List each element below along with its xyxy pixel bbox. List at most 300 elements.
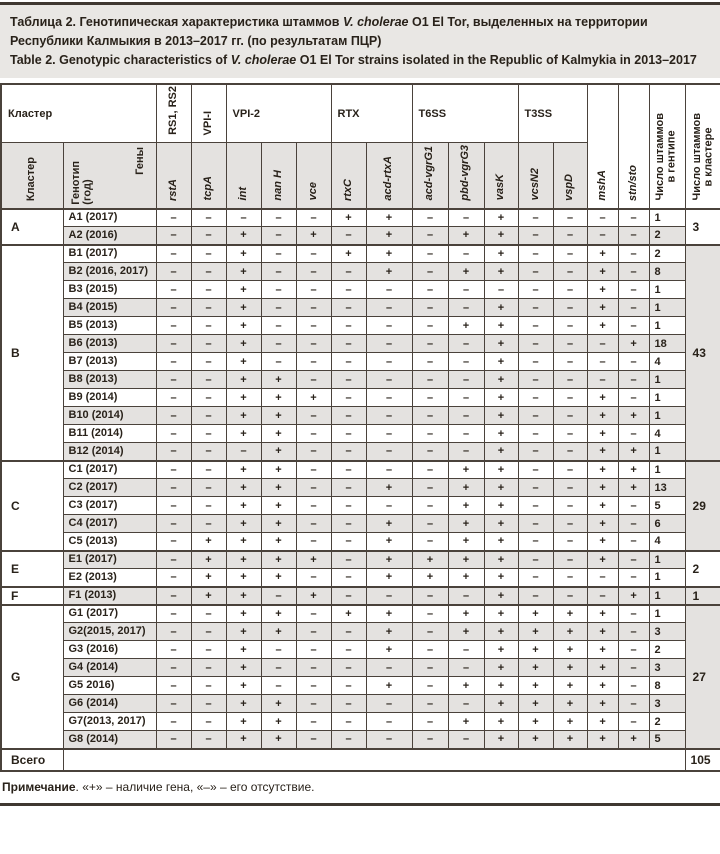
gene-presence-cell: – xyxy=(553,497,587,515)
gene-presence-cell: – xyxy=(366,731,412,749)
genotype-strain-count: 3 xyxy=(649,623,685,641)
header-cluster-rotated: Кластер xyxy=(1,143,63,209)
gene-presence-cell: + xyxy=(587,299,618,317)
genotype-strain-count: 8 xyxy=(649,263,685,281)
gene-presence-cell: – xyxy=(366,407,412,425)
gene-presence-cell: – xyxy=(261,317,296,335)
gene-presence-cell: + xyxy=(618,731,649,749)
table-row xyxy=(1,695,720,713)
header-gene-vce: vce xyxy=(296,143,331,209)
gene-presence-cell: + xyxy=(587,245,618,263)
gene-presence-cell: + xyxy=(553,713,587,731)
gene-presence-cell: + xyxy=(226,461,261,479)
gene-presence-cell: + xyxy=(226,569,261,587)
gene-presence-cell: + xyxy=(484,497,518,515)
gene-presence-cell: – xyxy=(412,353,448,371)
gene-presence-cell: + xyxy=(261,497,296,515)
gene-presence-cell: + xyxy=(226,659,261,677)
gene-presence-cell: – xyxy=(618,659,649,677)
cluster-strain-total: 27 xyxy=(685,605,720,749)
gene-presence-cell: + xyxy=(226,551,261,569)
gene-presence-cell: – xyxy=(296,497,331,515)
gene-presence-cell: – xyxy=(156,227,191,245)
gene-presence-cell: – xyxy=(366,335,412,353)
gene-presence-cell: – xyxy=(448,389,484,407)
gene-presence-cell: + xyxy=(553,731,587,749)
table-row xyxy=(1,659,720,677)
gene-presence-cell: – xyxy=(366,353,412,371)
gene-presence-cell: – xyxy=(331,533,366,551)
gene-presence-cell: – xyxy=(412,731,448,749)
gene-presence-cell: + xyxy=(226,515,261,533)
gene-presence-cell: – xyxy=(412,389,448,407)
gene-presence-cell: – xyxy=(261,641,296,659)
gene-presence-cell: + xyxy=(518,677,553,695)
gene-presence-cell: – xyxy=(296,209,331,227)
gene-presence-cell: – xyxy=(296,515,331,533)
gene-presence-cell: – xyxy=(156,587,191,605)
header-gene-mshA: mshA xyxy=(587,84,618,208)
gene-presence-cell: – xyxy=(156,263,191,281)
gene-presence-cell: + xyxy=(618,335,649,353)
genotype-label: C3 (2017) xyxy=(63,497,156,515)
gene-presence-cell: – xyxy=(412,605,448,623)
gene-presence-cell: + xyxy=(226,389,261,407)
header-gene-stn-sto: stn/sto xyxy=(618,84,649,208)
gene-presence-cell: – xyxy=(366,695,412,713)
table-row xyxy=(1,389,720,407)
gene-presence-cell: + xyxy=(618,587,649,605)
gene-presence-cell: – xyxy=(412,299,448,317)
header-count-cluster: Число штаммов в кластере xyxy=(685,84,720,208)
gene-presence-cell: + xyxy=(484,353,518,371)
header-gene-vcsN2: vcsN2 xyxy=(518,143,553,209)
genotype-label: G2(2015, 2017) xyxy=(63,623,156,641)
gene-presence-cell: – xyxy=(618,605,649,623)
gene-presence-cell: + xyxy=(484,533,518,551)
cluster-strain-total: 3 xyxy=(685,209,720,245)
genotype-label: F1 (2013) xyxy=(63,587,156,605)
gene-presence-cell: – xyxy=(366,371,412,389)
gene-presence-cell: – xyxy=(156,407,191,425)
gene-presence-cell: – xyxy=(366,587,412,605)
cluster-strain-total: 1 xyxy=(685,587,720,605)
gene-presence-cell: – xyxy=(366,713,412,731)
gene-presence-cell: + xyxy=(226,731,261,749)
gene-presence-cell: + xyxy=(261,533,296,551)
table-row xyxy=(1,407,720,425)
gene-presence-cell: – xyxy=(191,425,226,443)
gene-presence-cell: – xyxy=(448,281,484,299)
gene-presence-cell: + xyxy=(226,371,261,389)
gene-presence-cell: – xyxy=(191,623,226,641)
gene-presence-cell: – xyxy=(156,695,191,713)
gene-presence-cell: – xyxy=(331,371,366,389)
gene-presence-cell: – xyxy=(553,227,587,245)
gene-presence-cell: + xyxy=(518,623,553,641)
gene-presence-cell: – xyxy=(553,425,587,443)
gene-presence-cell: – xyxy=(518,497,553,515)
gene-presence-cell: – xyxy=(448,443,484,461)
gene-presence-cell: + xyxy=(226,497,261,515)
gene-presence-cell: – xyxy=(156,569,191,587)
genotype-strain-count: 1 xyxy=(649,551,685,569)
gene-presence-cell: + xyxy=(412,551,448,569)
gene-presence-cell: – xyxy=(331,479,366,497)
table-row xyxy=(1,731,720,749)
header-gene-nanH: nan H xyxy=(261,143,296,209)
gene-presence-cell: – xyxy=(412,533,448,551)
gene-presence-cell: – xyxy=(296,713,331,731)
genotype-strain-count: 5 xyxy=(649,731,685,749)
gene-presence-cell: + xyxy=(587,461,618,479)
gene-presence-cell: – xyxy=(331,695,366,713)
gene-presence-cell: + xyxy=(618,443,649,461)
gene-presence-cell: – xyxy=(518,515,553,533)
gene-presence-cell: + xyxy=(226,227,261,245)
gene-presence-cell: – xyxy=(553,245,587,263)
gene-presence-cell: + xyxy=(366,209,412,227)
table-row xyxy=(1,605,720,623)
gene-presence-cell: + xyxy=(484,263,518,281)
gene-presence-cell: + xyxy=(587,641,618,659)
gene-presence-cell: – xyxy=(618,713,649,731)
genotype-label: E2 (2013) xyxy=(63,569,156,587)
genotype-table xyxy=(0,83,720,771)
gene-presence-cell: – xyxy=(618,353,649,371)
total-empty-cell xyxy=(63,749,685,771)
gene-presence-cell: – xyxy=(618,641,649,659)
gene-presence-cell: + xyxy=(261,515,296,533)
gene-presence-cell: – xyxy=(191,335,226,353)
gene-presence-cell: – xyxy=(261,299,296,317)
genotype-label: G5 2016) xyxy=(63,677,156,695)
genotype-strain-count: 1 xyxy=(649,299,685,317)
gene-presence-cell: – xyxy=(618,623,649,641)
gene-presence-cell: + xyxy=(518,641,553,659)
table-row xyxy=(1,353,720,371)
gene-presence-cell: – xyxy=(331,551,366,569)
table-row xyxy=(1,245,720,263)
gene-presence-cell: – xyxy=(618,425,649,443)
genotype-strain-count: 1 xyxy=(649,587,685,605)
gene-presence-cell: – xyxy=(412,407,448,425)
gene-presence-cell: – xyxy=(553,389,587,407)
gene-presence-cell: – xyxy=(518,533,553,551)
genotype-strain-count: 1 xyxy=(649,461,685,479)
gene-presence-cell: – xyxy=(518,317,553,335)
gene-presence-cell: – xyxy=(156,533,191,551)
gene-presence-cell: – xyxy=(261,353,296,371)
gene-presence-cell: + xyxy=(226,641,261,659)
gene-presence-cell: + xyxy=(366,569,412,587)
gene-presence-cell: + xyxy=(484,209,518,227)
gene-presence-cell: + xyxy=(587,263,618,281)
gene-presence-cell: – xyxy=(553,443,587,461)
gene-presence-cell: – xyxy=(296,569,331,587)
header-count-genotype: Число штаммов в гентипе xyxy=(649,84,685,208)
gene-presence-cell: – xyxy=(518,209,553,227)
table-row xyxy=(1,515,720,533)
gene-presence-cell: – xyxy=(156,641,191,659)
gene-presence-cell: – xyxy=(412,497,448,515)
genotype-strain-count: 13 xyxy=(649,479,685,497)
header-gene-pbd-vgrG3: pbd-vgrG3 xyxy=(448,143,484,209)
gene-presence-cell: + xyxy=(448,317,484,335)
genotype-label: B6 (2013) xyxy=(63,335,156,353)
gene-presence-cell: – xyxy=(618,317,649,335)
gene-presence-cell: – xyxy=(261,209,296,227)
gene-presence-cell: – xyxy=(296,353,331,371)
gene-presence-cell: – xyxy=(553,209,587,227)
gene-presence-cell: – xyxy=(448,353,484,371)
gene-presence-cell: – xyxy=(156,353,191,371)
gene-presence-cell: – xyxy=(366,317,412,335)
gene-presence-cell: – xyxy=(448,641,484,659)
gene-presence-cell: – xyxy=(191,317,226,335)
gene-presence-cell: + xyxy=(484,317,518,335)
header-group-t6ss: T6SS xyxy=(412,84,518,142)
genotype-label: B2 (2016, 2017) xyxy=(63,263,156,281)
gene-presence-cell: – xyxy=(191,695,226,713)
gene-presence-cell: – xyxy=(191,731,226,749)
gene-presence-cell: – xyxy=(448,425,484,443)
gene-presence-cell: + xyxy=(261,569,296,587)
gene-presence-cell: – xyxy=(412,515,448,533)
gene-presence-cell: – xyxy=(156,677,191,695)
gene-presence-cell: – xyxy=(587,209,618,227)
gene-presence-cell: + xyxy=(296,551,331,569)
genotype-strain-count: 18 xyxy=(649,335,685,353)
gene-presence-cell: – xyxy=(331,389,366,407)
gene-presence-cell: – xyxy=(296,443,331,461)
genotype-label: G8 (2014) xyxy=(63,731,156,749)
gene-presence-cell: – xyxy=(412,641,448,659)
gene-presence-cell: – xyxy=(618,695,649,713)
gene-presence-cell: + xyxy=(226,263,261,281)
gene-presence-cell: – xyxy=(518,425,553,443)
gene-presence-cell: – xyxy=(156,623,191,641)
gene-presence-cell: + xyxy=(366,551,412,569)
gene-presence-cell: – xyxy=(412,425,448,443)
gene-presence-cell: – xyxy=(518,281,553,299)
gene-presence-cell: + xyxy=(587,551,618,569)
gene-presence-cell: + xyxy=(587,605,618,623)
gene-presence-cell: – xyxy=(191,227,226,245)
genotype-label: G4 (2014) xyxy=(63,659,156,677)
gene-presence-cell: + xyxy=(191,533,226,551)
gene-presence-cell: – xyxy=(518,569,553,587)
gene-presence-cell: – xyxy=(587,227,618,245)
genotype-label: B11 (2014) xyxy=(63,425,156,443)
cluster-label: F xyxy=(1,587,63,605)
gene-presence-cell: – xyxy=(484,281,518,299)
gene-presence-cell: + xyxy=(261,425,296,443)
gene-presence-cell: – xyxy=(618,263,649,281)
genotype-label: C5 (2013) xyxy=(63,533,156,551)
genotype-label: B5 (2013) xyxy=(63,317,156,335)
gene-presence-cell: – xyxy=(412,209,448,227)
gene-presence-cell: – xyxy=(331,713,366,731)
gene-presence-cell: + xyxy=(518,731,553,749)
gene-presence-cell: – xyxy=(296,659,331,677)
gene-presence-cell: – xyxy=(366,389,412,407)
gene-presence-cell: – xyxy=(412,263,448,281)
gene-presence-cell: – xyxy=(156,551,191,569)
gene-presence-cell: + xyxy=(553,659,587,677)
gene-presence-cell: – xyxy=(261,677,296,695)
genotype-strain-count: 1 xyxy=(649,317,685,335)
gene-presence-cell: – xyxy=(553,317,587,335)
gene-presence-cell: – xyxy=(191,245,226,263)
gene-presence-cell: – xyxy=(412,713,448,731)
gene-presence-cell: + xyxy=(261,389,296,407)
gene-presence-cell: – xyxy=(261,659,296,677)
gene-presence-cell: – xyxy=(331,587,366,605)
gene-presence-cell: + xyxy=(484,659,518,677)
gene-presence-cell: – xyxy=(412,623,448,641)
table-row xyxy=(1,371,720,389)
gene-presence-cell: + xyxy=(366,263,412,281)
gene-presence-cell: + xyxy=(484,677,518,695)
gene-presence-cell: – xyxy=(261,335,296,353)
genotype-strain-count: 4 xyxy=(649,353,685,371)
table-row xyxy=(1,713,720,731)
gene-presence-cell: – xyxy=(518,551,553,569)
gene-presence-cell: – xyxy=(518,461,553,479)
gene-presence-cell: + xyxy=(261,443,296,461)
header-gene-tcpA: tcpA xyxy=(191,143,226,209)
gene-presence-cell: – xyxy=(331,515,366,533)
gene-presence-cell: – xyxy=(553,479,587,497)
gene-presence-cell: + xyxy=(366,533,412,551)
gene-presence-cell: + xyxy=(448,533,484,551)
gene-presence-cell: – xyxy=(618,299,649,317)
gene-presence-cell: + xyxy=(448,227,484,245)
gene-presence-cell: – xyxy=(331,569,366,587)
gene-presence-cell: – xyxy=(331,317,366,335)
header-group-vpi2: VPI-2 xyxy=(226,84,331,142)
header-gene-rtxC: rtxC xyxy=(331,143,366,209)
gene-presence-cell: + xyxy=(484,299,518,317)
gene-presence-cell: + xyxy=(226,353,261,371)
gene-presence-cell: – xyxy=(191,659,226,677)
gene-presence-cell: – xyxy=(366,659,412,677)
gene-presence-cell: – xyxy=(191,677,226,695)
gene-presence-cell: + xyxy=(226,317,261,335)
gene-presence-cell: – xyxy=(518,263,553,281)
gene-presence-cell: – xyxy=(331,497,366,515)
gene-presence-cell: + xyxy=(226,605,261,623)
header-gene-vasK: vasK xyxy=(484,143,518,209)
header-gene-vspD: vspD xyxy=(553,143,587,209)
table-row xyxy=(1,263,720,281)
gene-presence-cell: – xyxy=(618,569,649,587)
gene-presence-cell: – xyxy=(518,299,553,317)
gene-presence-cell: – xyxy=(448,659,484,677)
genotype-label: G7(2013, 2017) xyxy=(63,713,156,731)
genotype-strain-count: 4 xyxy=(649,533,685,551)
total-label: Всего xyxy=(1,749,63,771)
gene-presence-cell: – xyxy=(191,605,226,623)
gene-presence-cell: + xyxy=(366,227,412,245)
gene-presence-cell: – xyxy=(518,227,553,245)
gene-presence-cell: – xyxy=(331,641,366,659)
genotype-label: A2 (2016) xyxy=(63,227,156,245)
gene-presence-cell: – xyxy=(261,227,296,245)
gene-presence-cell: – xyxy=(191,353,226,371)
table-row xyxy=(1,623,720,641)
gene-presence-cell: – xyxy=(261,245,296,263)
gene-presence-cell: – xyxy=(191,515,226,533)
gene-presence-cell: – xyxy=(331,281,366,299)
gene-presence-cell: – xyxy=(331,335,366,353)
gene-presence-cell: – xyxy=(618,515,649,533)
genotype-label: B7 (2013) xyxy=(63,353,156,371)
gene-presence-cell: + xyxy=(553,623,587,641)
gene-presence-cell: – xyxy=(518,587,553,605)
table-row xyxy=(1,281,720,299)
gene-presence-cell: + xyxy=(484,713,518,731)
gene-presence-cell: + xyxy=(191,551,226,569)
gene-presence-cell: – xyxy=(296,677,331,695)
gene-presence-cell: + xyxy=(366,479,412,497)
gene-presence-cell: – xyxy=(331,407,366,425)
gene-presence-cell: + xyxy=(226,623,261,641)
gene-presence-cell: – xyxy=(618,533,649,551)
caption-english: Table 2. Genotypic characteristics of V. cholerae O1 El Tor strains isolated in the Republic of Kalmykia in 2013–2017 xyxy=(10,52,697,67)
caption-russian: Таблица 2. Генотипическая характеристика штаммов V. cholerae О1 El Tor, выделенных на территории Республики Калмыкия в 2013–2017 гг. (по результатам ПЦР) xyxy=(10,15,648,48)
gene-presence-cell: – xyxy=(412,443,448,461)
table-row xyxy=(1,299,720,317)
gene-presence-cell: – xyxy=(191,263,226,281)
gene-presence-cell: + xyxy=(484,479,518,497)
gene-presence-cell: + xyxy=(484,515,518,533)
gene-presence-cell: – xyxy=(553,407,587,425)
gene-presence-cell: – xyxy=(553,515,587,533)
gene-presence-cell: – xyxy=(553,533,587,551)
table-row xyxy=(1,443,720,461)
gene-presence-cell: + xyxy=(587,443,618,461)
genotype-strain-count: 4 xyxy=(649,425,685,443)
header-gene-acd-vgrG1: acd-vgrG1 xyxy=(412,143,448,209)
gene-presence-cell: – xyxy=(618,209,649,227)
gene-presence-cell: + xyxy=(331,209,366,227)
header-gene-rstA: rstA xyxy=(156,143,191,209)
gene-presence-cell: – xyxy=(448,245,484,263)
gene-presence-cell: – xyxy=(618,371,649,389)
gene-presence-cell: – xyxy=(448,695,484,713)
gene-presence-cell: + xyxy=(484,227,518,245)
table-row xyxy=(1,479,720,497)
gene-presence-cell: + xyxy=(226,281,261,299)
gene-presence-cell: – xyxy=(156,335,191,353)
gene-presence-cell: + xyxy=(261,479,296,497)
genotype-strain-count: 1 xyxy=(649,389,685,407)
gene-presence-cell: – xyxy=(412,479,448,497)
gene-presence-cell: + xyxy=(484,443,518,461)
gene-presence-cell: – xyxy=(553,281,587,299)
genotype-strain-count: 1 xyxy=(649,371,685,389)
gene-presence-cell: + xyxy=(518,713,553,731)
gene-presence-cell: – xyxy=(553,299,587,317)
gene-presence-cell: + xyxy=(366,515,412,533)
gene-presence-cell: – xyxy=(296,335,331,353)
genotype-label: B10 (2014) xyxy=(63,407,156,425)
genotype-strain-count: 8 xyxy=(649,677,685,695)
gene-presence-cell: – xyxy=(191,389,226,407)
gene-presence-cell: + xyxy=(484,587,518,605)
